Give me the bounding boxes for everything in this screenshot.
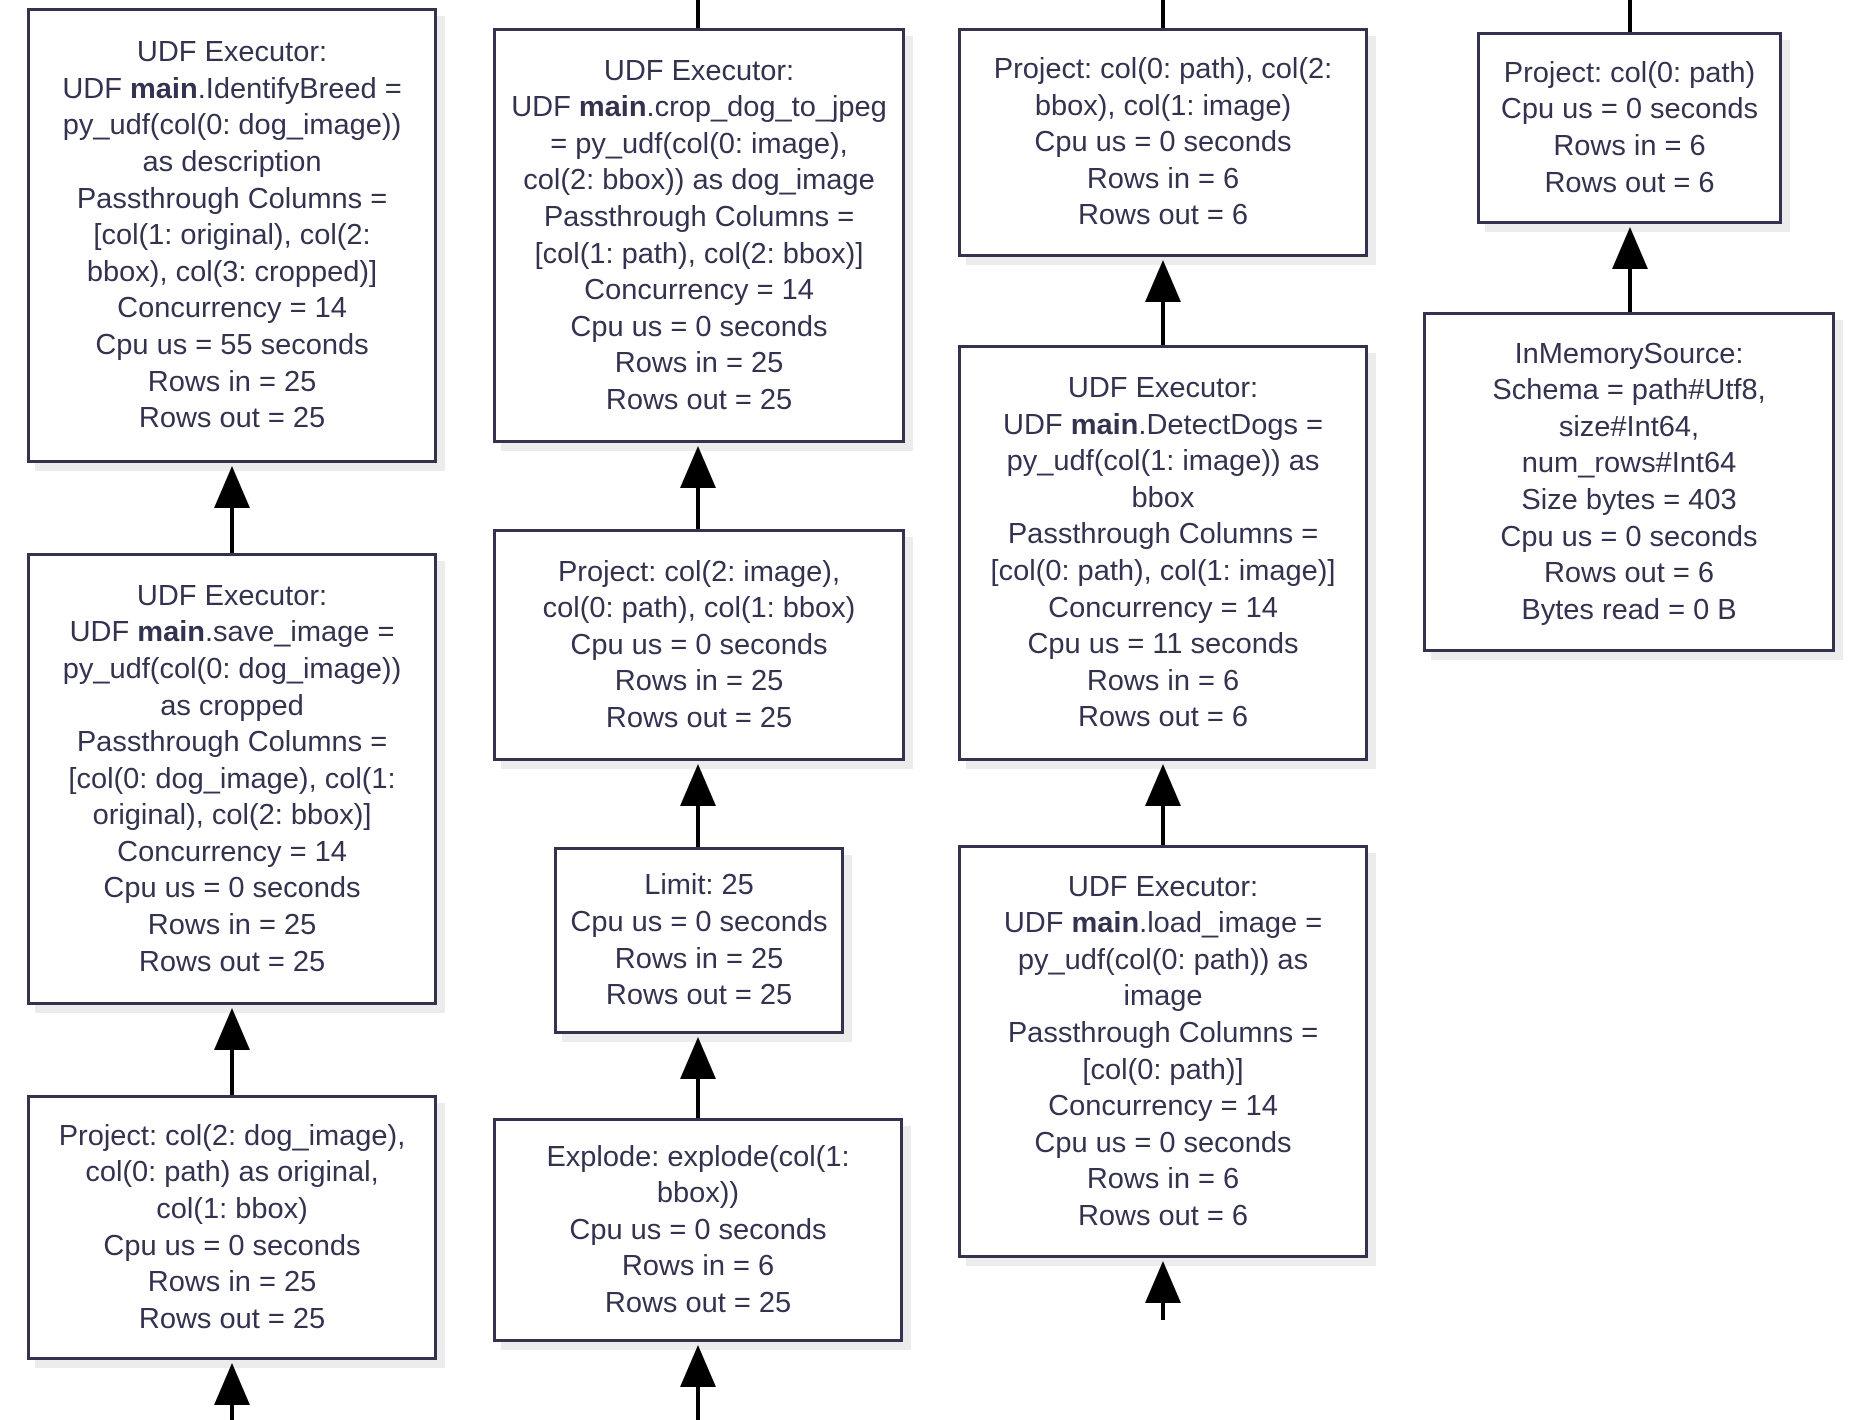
flow-edge-stub	[696, 0, 700, 28]
node-text-line: Project: col(2: image),	[557, 555, 841, 588]
node-text-line: Project: col(2: dog_image),	[58, 1119, 406, 1152]
node-text-line: col(0: path), col(1: bbox)	[542, 592, 856, 625]
flow-arrow	[680, 446, 716, 529]
node-text-line: as cropped	[160, 689, 304, 722]
arrow-shaft	[696, 1071, 700, 1118]
node-text-line: Rows in = 6	[1553, 130, 1706, 162]
node-text-line: Rows out = 6	[1543, 557, 1715, 590]
flow-edge-stub	[1628, 0, 1632, 32]
node-text-line: Passthrough Columns =	[1007, 518, 1319, 551]
node-text-line: Concurrency = 14	[117, 835, 347, 868]
plan-node-udf-save-image	[27, 553, 437, 1005]
plan-node-project-path-bbox-image	[958, 28, 1368, 257]
flow-arrow	[214, 466, 250, 553]
node-text-line: [col(0: path)]	[1082, 1053, 1244, 1086]
node-text-line: Rows in = 6	[1086, 1163, 1240, 1196]
node-text-line: Rows out = 25	[138, 945, 326, 978]
arrow-shaft	[696, 1379, 700, 1420]
node-text-line: UDF Executor:	[136, 36, 328, 69]
flow-arrow	[1145, 764, 1181, 845]
node-text-line: UDF main.save_image =	[69, 616, 395, 649]
node-text-line: bbox), col(1: image)	[1034, 89, 1292, 122]
node-text-line: col(2: bbox)) as dog_image	[523, 164, 875, 197]
node-text-line: Cpu us = 0 seconds	[1500, 93, 1759, 126]
node-text-line: [col(1: path), col(2: bbox)]	[534, 237, 864, 270]
node-text-line: Cpu us = 0 seconds	[103, 1229, 361, 1262]
node-text-line: Rows out = 6	[1077, 1199, 1249, 1232]
node-text-line: size#Int64,	[1558, 410, 1700, 443]
node-text-line: Rows out = 25	[604, 1286, 792, 1319]
node-text-line: col(0: path) as original,	[85, 1156, 379, 1189]
node-text-line: Rows in = 6	[621, 1250, 775, 1283]
node-text-line: = py_udf(col(0: image),	[550, 127, 848, 160]
flow-arrow	[680, 764, 716, 847]
flow-arrow	[1145, 260, 1181, 345]
node-text-line: Rows out = 6	[1544, 166, 1715, 199]
node-text-line: Concurrency = 14	[1048, 1090, 1278, 1123]
node-text-line: UDF main.DetectDogs =	[1003, 408, 1323, 441]
node-text-line: UDF Executor:	[136, 579, 328, 612]
node-text-line: Project: col(0: path), col(2:	[993, 53, 1333, 86]
flow-edge-stub	[1161, 0, 1165, 28]
arrow-shaft	[696, 480, 700, 529]
node-text-line: Rows out = 25	[138, 1302, 326, 1335]
node-text-line: [col(1: original), col(2:	[93, 219, 371, 252]
arrow-shaft	[696, 798, 700, 847]
plan-node-udf-detect-dogs	[958, 345, 1368, 761]
node-text-line: bbox	[1131, 481, 1195, 514]
node-text-line: Rows out = 6	[1077, 199, 1249, 232]
flow-arrow	[1612, 227, 1648, 312]
node-text-line: Rows in = 25	[614, 665, 784, 698]
node-text-line: Cpu us = 0 seconds	[569, 1213, 827, 1246]
node-text-line: Size bytes = 403	[1521, 484, 1737, 516]
node-text-line: Schema = path#Utf8,	[1492, 374, 1766, 407]
node-text-line: Cpu us = 0 seconds	[1034, 126, 1292, 159]
node-text-line: Cpu us = 0 seconds	[1500, 520, 1758, 553]
node-text-line: Limit: 25	[644, 869, 754, 902]
node-text-line: py_udf(col(1: image)) as	[1006, 445, 1320, 478]
arrow-shaft	[1161, 798, 1165, 845]
node-text-line: Rows in = 25	[147, 1266, 317, 1299]
node-text-line: original), col(2: bbox)]	[92, 799, 372, 832]
node-text-line: Concurrency = 14	[117, 292, 347, 325]
node-text-line: image	[1123, 980, 1203, 1013]
node-text-line: Cpu us = 0 seconds	[1034, 1126, 1292, 1159]
flow-arrow	[1145, 1261, 1181, 1320]
node-text-line: Rows out = 6	[1077, 701, 1249, 734]
node-text-line: Rows in = 6	[1086, 664, 1240, 697]
plan-node-project-path	[1477, 32, 1782, 224]
node-text-line: Passthrough Columns =	[76, 182, 388, 215]
node-text-line: Project: col(0: path)	[1503, 56, 1756, 89]
node-text-line: Bytes read = 0 B	[1521, 593, 1737, 626]
node-text-line: Rows in = 25	[147, 365, 317, 398]
plan-node-explode-bbox	[493, 1118, 903, 1342]
node-text-line: Passthrough Columns =	[1007, 1016, 1319, 1049]
node-text-line: Rows out = 25	[138, 402, 326, 435]
arrow-shaft	[1161, 294, 1165, 345]
node-text-line: UDF main.IdentifyBreed =	[62, 72, 402, 105]
node-text-line: Concurrency = 14	[584, 274, 814, 307]
node-text-line: Rows out = 25	[605, 383, 793, 416]
arrow-shaft	[230, 500, 234, 553]
node-text-line: Cpu us = 0 seconds	[570, 310, 828, 343]
node-text-line: InMemorySource:	[1514, 337, 1744, 370]
node-text-line: Concurrency = 14	[1048, 591, 1278, 624]
node-text-line: as description	[142, 146, 322, 179]
node-text-line: Explode: explode(col(1:	[546, 1140, 850, 1173]
plan-node-project-dog-image-original-bbox	[27, 1095, 437, 1360]
node-text-line: Passthrough Columns =	[76, 726, 388, 759]
plan-node-project-image-path-bbox	[493, 529, 905, 761]
node-text-line: [col(0: dog_image), col(1:	[68, 762, 396, 795]
node-text-line: num_rows#Int64	[1521, 447, 1737, 480]
node-text-line: bbox))	[656, 1177, 740, 1210]
arrow-shaft	[1161, 1295, 1165, 1320]
node-text-line: Rows in = 25	[614, 347, 784, 380]
arrow-shaft	[230, 1397, 234, 1420]
node-text-line: [col(0: path), col(1: image)]	[990, 555, 1336, 587]
plan-node-in-memory-source	[1423, 312, 1835, 652]
node-text-line: Rows in = 25	[614, 942, 784, 975]
node-text-line: Rows in = 25	[147, 909, 317, 942]
node-text-line: py_udf(col(0: path)) as	[1017, 943, 1309, 976]
plan-node-udf-identify-breed	[27, 8, 437, 463]
node-text-line: bbox), col(3: cropped)]	[86, 255, 378, 288]
node-text-line: Rows out = 25	[605, 979, 793, 1012]
node-text-line: UDF Executor:	[603, 54, 795, 87]
flow-arrow	[214, 1363, 250, 1420]
node-text-line: py_udf(col(0: dog_image))	[62, 109, 402, 142]
node-text-line: UDF Executor:	[1067, 870, 1259, 903]
node-text-line: Rows in = 6	[1086, 162, 1240, 195]
plan-node-limit-25	[554, 847, 844, 1034]
arrow-shaft	[230, 1042, 234, 1095]
node-text-line: UDF main.crop_dog_to_jpeg	[511, 91, 887, 124]
node-text-line: Cpu us = 55 seconds	[95, 328, 369, 361]
flow-arrow	[680, 1345, 716, 1420]
node-text-line: Cpu us = 0 seconds	[570, 628, 828, 661]
node-text-line: Rows out = 25	[605, 701, 793, 734]
node-text-line: UDF Executor:	[1067, 372, 1259, 405]
node-text-line: py_udf(col(0: dog_image))	[62, 652, 402, 685]
node-text-line: Cpu us = 11 seconds	[1027, 628, 1299, 661]
plan-node-udf-crop-dog-to-jpeg	[493, 28, 905, 443]
node-text-line: Cpu us = 0 seconds	[103, 872, 361, 905]
node-text-line: col(1: bbox)	[156, 1192, 308, 1225]
node-text-line: Cpu us = 0 seconds	[570, 905, 828, 938]
arrow-shaft	[1628, 261, 1632, 312]
flow-arrow	[214, 1008, 250, 1095]
node-text-line: Passthrough Columns =	[543, 200, 855, 233]
node-text-line: UDF main.load_image =	[1003, 907, 1323, 940]
flow-arrow	[680, 1037, 716, 1118]
plan-node-udf-load-image	[958, 845, 1368, 1258]
